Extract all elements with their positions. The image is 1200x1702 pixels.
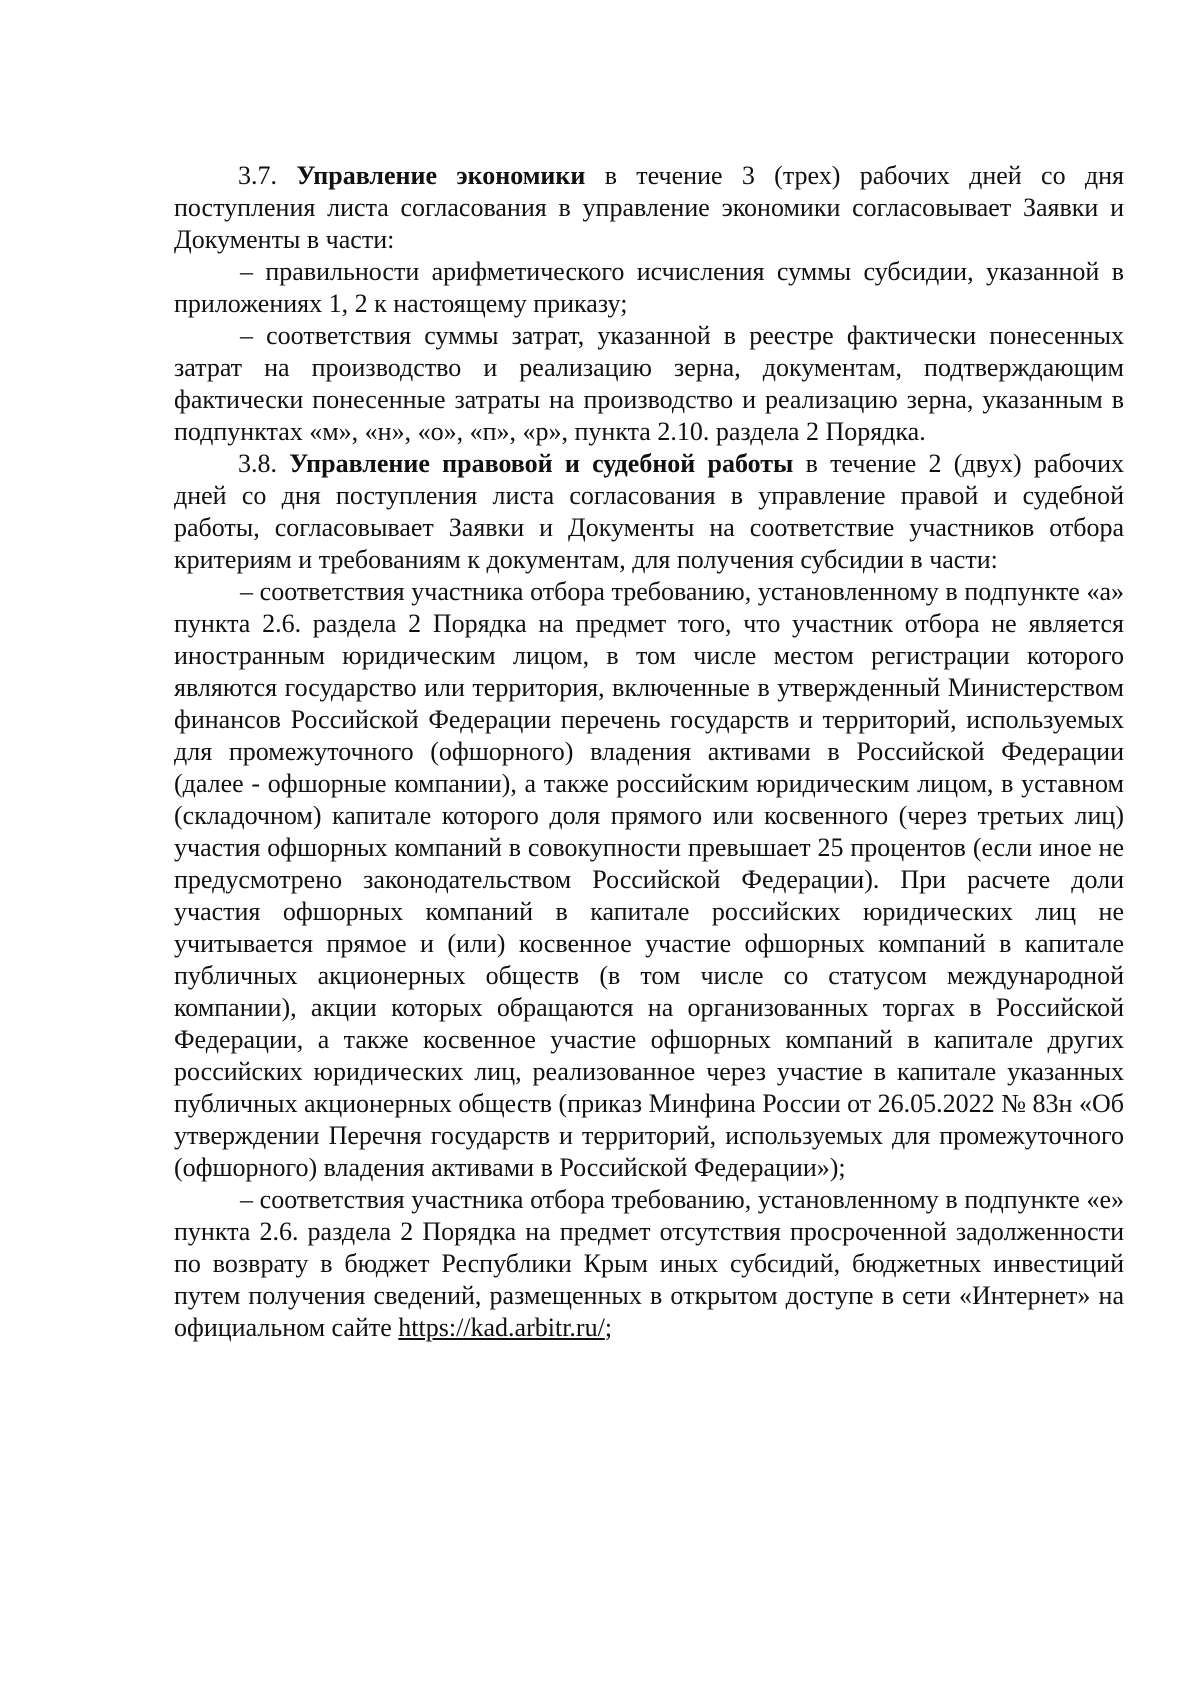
link-suffix: ; [604, 1313, 613, 1342]
section-number: 3.8. [238, 449, 277, 478]
section-3-8-intro [174, 448, 1124, 576]
section-heading: Управление правовой и судебной работы [289, 449, 794, 478]
section-intro-text: в течение 3 (трех) рабочих дней со дня поступления листа согласования в управление экономики согласовывает Заявки и Документы в части: [174, 161, 1124, 254]
kad-arbitr-link[interactable]: https://kad.arbitr.ru/ [398, 1313, 605, 1342]
section-3-8-item-1: – соответствия участника отбора требованию, установленному в подпункте «а» пункта 2.6. раздела 2 Порядка на предмет того, что участник отбора не является иностранным юридическим лицом, в том числе местом регистрации которого являются государство или территория, включенные в утвержденный Министерством финансов Российской Федерации перечень государств и территорий, используемых для промежуточного (офшорного) владения активами в Российской Федерации (далее - офшорные компании), а также российским юридическим лицом, в уставном (складочном) капитале которого доля прямого или косвенного (через третьих лиц) участия офшорных компаний в совокупности превышает 25 процентов (если иное не предусмотрено законодательством Российской Федерации). При расчете доли участия офшорных компаний в капитале российских юридических лиц не учитывается прямое и (или) косвенное участие офшорных компаний в капитале публичных акционерных обществ (в том числе со статусом международной компании), акции которых обращаются на организованных торгах в Российской Федерации, а также косвенное участие офшорных компаний в капитале других российских юридических лиц, реализованное через участие в капитале указанных публичных акционерных обществ (приказ Минфина России от 26.05.2022 № 83н «Об утверждении Перечня государств и территорий, используемых для промежуточного (офшорного) владения активами в Российской Федерации»); [174, 577, 1124, 1182]
document-page [174, 160, 1124, 1344]
section-3-7-intro [174, 160, 1124, 256]
section-3-8-item-2 [174, 1184, 1124, 1344]
section-3-7-item-2: – соответствия суммы затрат, указанной в реестре фактически понесенных затрат на производство и реализацию зерна, документам, подтверждающим фактически понесенные затраты на производство и реализацию зерна, указанным в подпунктах «м», «н», «о», «п», «р», пункта 2.10. раздела 2 Порядка. [174, 321, 1124, 446]
section-number: 3.7. [238, 161, 277, 190]
section-3-7-item-1: – правильности арифметического исчисления суммы субсидии, указанной в приложениях 1, 2 к настоящему приказу; [174, 257, 1124, 318]
section-intro-text: в течение 2 (двух) рабочих дней со дня поступления листа согласования в управление правой и судебной работы, согласовывает Заявки и Документы на соответствие участников отбора критериям и требованиям к документам, для получения субсидии в части: [174, 449, 1124, 574]
section-heading: Управление экономики [296, 161, 586, 190]
item-text: – соответствия участника отбора требованию, установленному в подпункте «е» пункта 2.6. раздела 2 Порядка на предмет отсутствия просроченной задолженности по возврату в бюджет Республики Крым иных субсидий, бюджетных инвестиций путем получения сведений, размещенных в открытом доступе в сети «Интернет» на официальном сайте [174, 1185, 1124, 1342]
